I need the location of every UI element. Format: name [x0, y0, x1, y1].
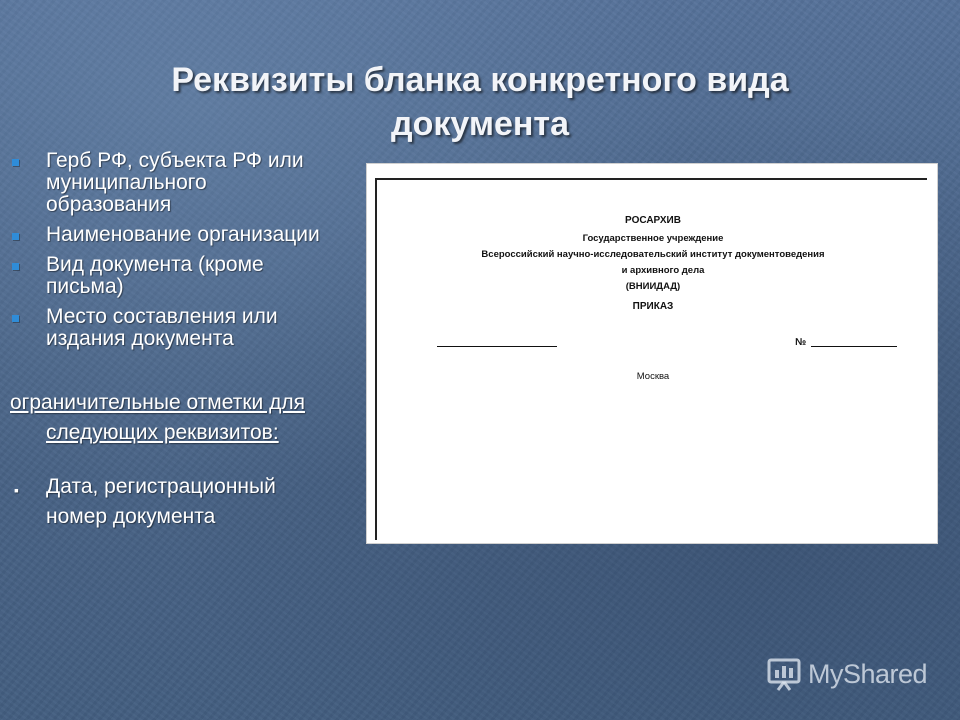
order-form-sample [366, 163, 938, 544]
list-item [10, 150, 370, 216]
form-institution-name: Всероссийский научно-исследовательский институт документоведения [481, 249, 825, 260]
list-item-text: муниципального [46, 171, 207, 194]
list-item-text: Герб РФ, субъекта РФ или [46, 149, 304, 172]
list-item-text: издания документа [46, 327, 234, 350]
form-doc-type: ПРИКАЗ [632, 301, 674, 312]
list-item-text: Место составления или [46, 305, 278, 328]
list-item-text: образования [46, 193, 172, 216]
form-place: Москва [636, 371, 670, 382]
restrict-line2: следующих реквизитов: [46, 421, 279, 444]
bullet-square-icon [12, 233, 19, 240]
requisites-list [10, 150, 370, 358]
bullet-square-icon [12, 315, 19, 322]
form-abbreviation: (ВНИИДАД) [625, 281, 681, 292]
presentation-board-icon [766, 656, 802, 692]
restrict-line1: ограничительные отметки для [10, 391, 305, 414]
myshared-watermark [766, 654, 927, 694]
slide-title-line2: документа [391, 105, 569, 143]
form-number-sign: № [795, 337, 807, 348]
slide-title [60, 58, 900, 146]
date-item-line1: Дата, регистрационный [46, 475, 276, 498]
form-agency: РОСАРХИВ [625, 215, 681, 226]
list-item [10, 254, 370, 298]
form-institution-name-cont: и архивного дела [621, 265, 705, 276]
restrictive-marks-note [10, 388, 370, 448]
list-item [10, 224, 370, 246]
list-item [10, 306, 370, 350]
list-item-text: письма) [46, 275, 124, 298]
slide-title-line1: Реквизиты бланка конкретного вида [171, 61, 789, 99]
form-number-line [811, 346, 897, 347]
list-item-text: Вид документа (кроме [46, 253, 264, 276]
bullet-square-icon: ▪ [14, 482, 19, 498]
watermark-text: MyShared [808, 658, 928, 689]
form-date-line [437, 346, 557, 347]
bullet-square-icon [12, 159, 19, 166]
bullet-square-icon [12, 263, 19, 270]
form-institution-type: Государственное учреждение [582, 233, 724, 244]
list-item-text: Наименование организации [46, 223, 320, 246]
date-item-line2: номер документа [46, 505, 216, 528]
date-regnum-item [10, 472, 370, 532]
